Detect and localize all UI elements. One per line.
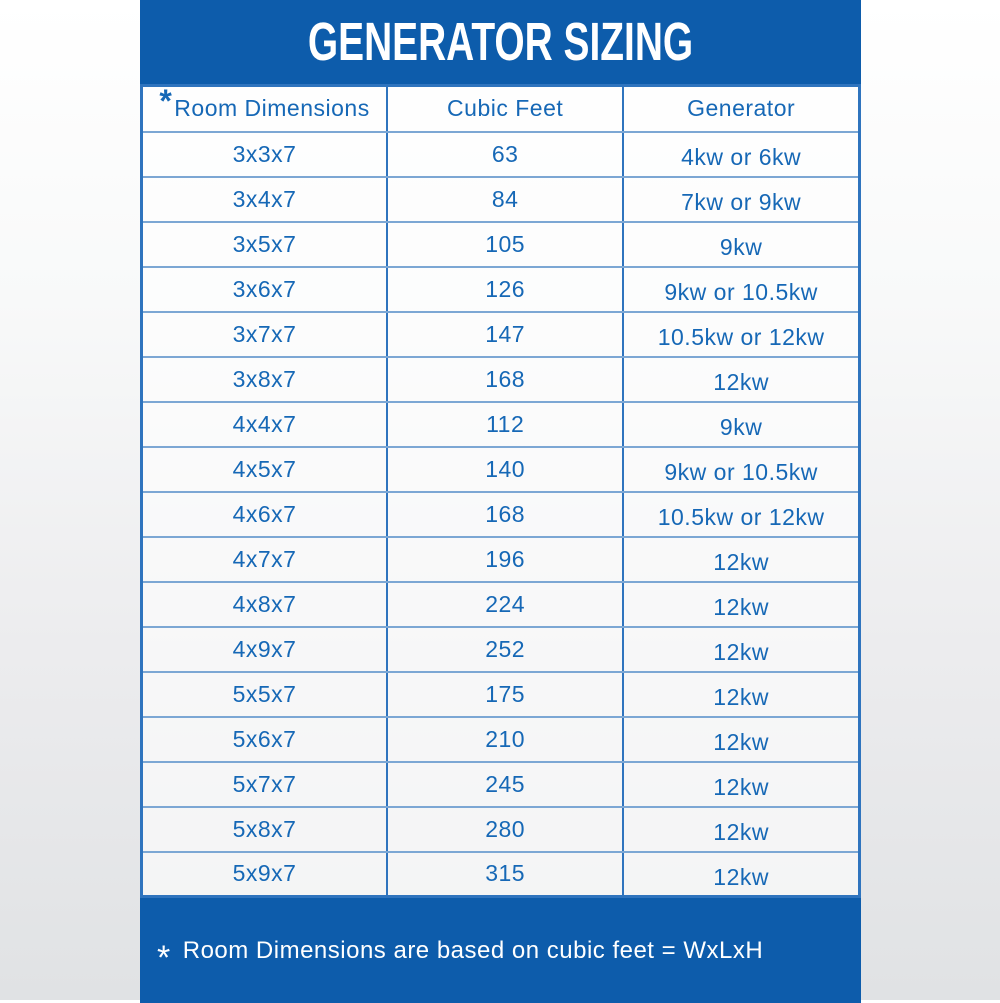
generator-cell: 12kw [623,537,859,582]
column-header-cubic-feet: Cubic Feet [387,86,623,132]
cubic-feet-cell: 196 [387,537,623,582]
generator-cell: 9kw [623,402,859,447]
cubic-feet-cell: 280 [387,807,623,852]
room-dimensions-cell: 4x9x7 [142,627,388,672]
table-row [142,717,860,762]
asterisk-marker: * [159,83,173,120]
table-row [142,447,860,492]
room-dimensions-cell: 4x4x7 [142,402,388,447]
table-body [142,132,860,897]
generator-cell: 12kw [623,582,859,627]
room-dimensions-cell: 3x7x7 [142,312,388,357]
room-dimensions-cell: 4x5x7 [142,447,388,492]
room-dimensions-cell: 5x7x7 [142,762,388,807]
table-header-row [142,86,860,132]
cubic-feet-cell: 63 [387,132,623,177]
footnote-band: * Room Dimensions are based on cubic feet = WxLxH [140,898,861,1003]
room-dimensions-cell: 3x3x7 [142,132,388,177]
page-title: GENERATOR SIZING [307,12,694,72]
cubic-feet-cell: 112 [387,402,623,447]
generator-sizing-table [140,84,861,898]
generator-cell: 12kw [623,852,859,897]
room-dimensions-cell: 3x4x7 [142,177,388,222]
cubic-feet-cell: 210 [387,717,623,762]
generator-cell: 9kw [623,222,859,267]
generator-cell: 12kw [623,807,859,852]
generator-cell: 9kw or 10.5kw [623,267,859,312]
table-row [142,267,860,312]
table-row [142,537,860,582]
table-row [142,222,860,267]
generator-cell: 12kw [623,762,859,807]
table-row [142,132,860,177]
title-band [140,0,861,84]
table-row [142,807,860,852]
cubic-feet-cell: 105 [387,222,623,267]
room-dimensions-cell: 5x5x7 [142,672,388,717]
generator-cell: 12kw [623,357,859,402]
room-dimensions-cell: 4x8x7 [142,582,388,627]
cubic-feet-cell: 224 [387,582,623,627]
room-dimensions-cell: 5x8x7 [142,807,388,852]
cubic-feet-cell: 175 [387,672,623,717]
generator-cell: 7kw or 9kw [623,177,859,222]
generator-cell: 9kw or 10.5kw [623,447,859,492]
table-row [142,672,860,717]
generator-cell: 12kw [623,717,859,762]
footnote-text: Room Dimensions are based on cubic feet = WxLxH [182,936,764,964]
cubic-feet-cell: 140 [387,447,623,492]
cubic-feet-cell: 315 [387,852,623,897]
cubic-feet-cell: 245 [387,762,623,807]
room-dimensions-cell: 3x5x7 [142,222,388,267]
table-row [142,357,860,402]
generator-cell: 4kw or 6kw [623,132,859,177]
cubic-feet-cell: 126 [387,267,623,312]
table-row [142,852,860,897]
room-dimensions-cell: 3x6x7 [142,267,388,312]
table-row [142,312,860,357]
table-row [142,762,860,807]
table-row [142,492,860,537]
generator-sizing-card [140,0,861,1000]
cubic-feet-cell: 84 [387,177,623,222]
column-header-room-label: Room Dimensions [174,95,370,122]
generator-cell: 10.5kw or 12kw [623,492,859,537]
column-header-room-dimensions [142,83,388,132]
room-dimensions-cell: 5x6x7 [142,717,388,762]
table-row [142,627,860,672]
column-header-generator: Generator [623,86,859,132]
table-row [142,402,860,447]
room-dimensions-cell: 4x6x7 [142,492,388,537]
generator-cell: 12kw [623,627,859,672]
cubic-feet-cell: 168 [387,357,623,402]
generator-cell: 12kw [623,672,859,717]
cubic-feet-cell: 252 [387,627,623,672]
room-dimensions-cell: 4x7x7 [142,537,388,582]
cubic-feet-cell: 147 [387,312,623,357]
table-row [142,177,860,222]
room-dimensions-cell: 5x9x7 [142,852,388,897]
table-row [142,582,860,627]
generator-cell: 10.5kw or 12kw [623,312,859,357]
cubic-feet-cell: 168 [387,492,623,537]
room-dimensions-cell: 3x8x7 [142,357,388,402]
